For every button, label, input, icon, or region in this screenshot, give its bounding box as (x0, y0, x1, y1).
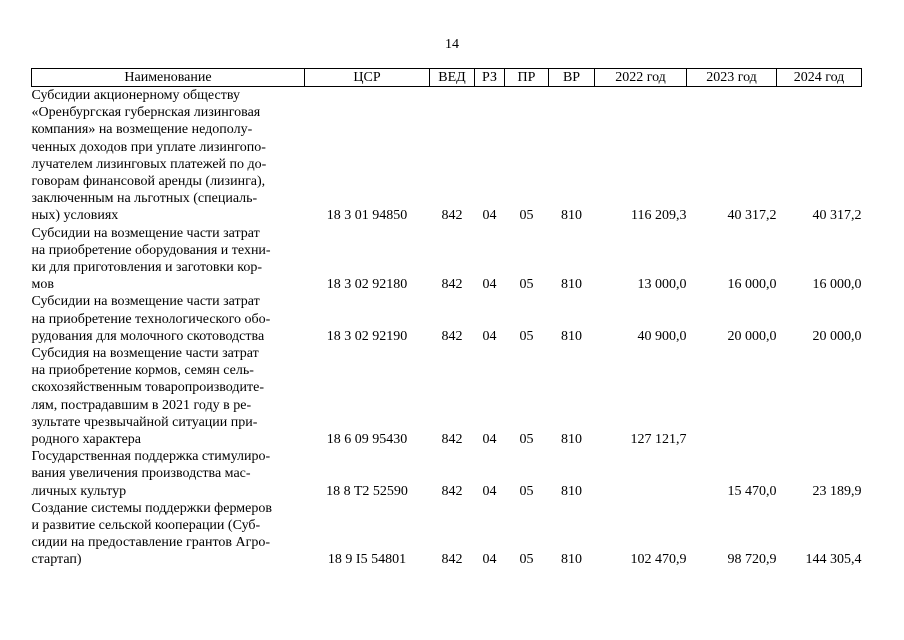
header-rz: РЗ (475, 69, 505, 87)
row-name-line: вания увеличения производства мас- (31, 466, 251, 482)
row-2024: 23 189,9 (812, 483, 862, 499)
row-name-line: родного характера (31, 432, 142, 448)
row-name-line: и развитие сельской кооперации (Суб- (31, 518, 261, 534)
row-name (32, 293, 305, 345)
row-name-line: заключенным на льготных (специаль- (31, 191, 258, 207)
row-name-line: скохозяйственным товаропроизводите- (31, 380, 265, 396)
table-header-row (32, 69, 862, 87)
row-2022: 13 000,0 (637, 277, 687, 293)
row-2022: 116 209,3 (631, 208, 687, 224)
row-name (32, 500, 305, 569)
row-2023: 98 720,9 (727, 552, 777, 568)
row-2024: 20 000,0 (812, 328, 862, 344)
row-name-line: сидии на предоставление грантов Агро- (31, 535, 271, 551)
row-ved: 842 (441, 328, 463, 344)
row-rz: 04 (482, 483, 497, 499)
header-vr: ВР (549, 69, 595, 87)
page-number: 14 (445, 37, 459, 52)
header-2024: 2024 год (777, 69, 862, 87)
row-ved: 842 (441, 483, 463, 499)
row-vr: 810 (561, 328, 582, 344)
row-rz: 04 (482, 208, 497, 224)
row-csr: 18 6 09 95430 (326, 432, 408, 448)
row-vr: 810 (561, 552, 582, 568)
row-pr: 05 (519, 432, 534, 448)
row-2023: 40 317,2 (727, 208, 777, 224)
row-name (32, 448, 305, 500)
table-row (32, 448, 862, 500)
header-ved: ВЕД (430, 69, 475, 87)
row-name-line: «Оренбургская губернская лизинговая (31, 105, 261, 121)
row-ved: 842 (441, 552, 463, 568)
row-2024: 144 305,4 (805, 552, 862, 568)
row-pr: 05 (519, 483, 534, 499)
row-name (32, 225, 305, 294)
row-name-line: лучателем лизинговых платежей по до- (31, 156, 267, 172)
header-name: Наименование (32, 69, 305, 87)
header-pr: ПР (505, 69, 549, 87)
table-row (32, 293, 862, 345)
header-2023: 2023 год (687, 69, 777, 87)
row-name-line: говорам финансовой аренды (лизинга), (31, 174, 266, 190)
budget-table (31, 68, 862, 569)
row-2022 (595, 448, 687, 500)
row-pr: 05 (519, 277, 534, 293)
row-name (32, 345, 305, 448)
row-pr: 05 (519, 552, 534, 568)
row-name (32, 87, 305, 225)
row-csr: 18 3 01 94850 (326, 208, 408, 224)
row-pr: 05 (519, 328, 534, 344)
row-name-line: стартап) (31, 552, 82, 568)
row-name-line: компания» на возмещение недополу- (31, 122, 253, 138)
row-2023: 20 000,0 (727, 328, 777, 344)
row-name-line: мов (31, 277, 54, 293)
row-2024 (777, 345, 862, 448)
row-name-line: на приобретение кормов, семян сель- (31, 363, 254, 379)
row-name-line: Создание системы поддержки фермеров (31, 500, 272, 516)
row-2022: 102 470,9 (630, 552, 687, 568)
row-name-line: Субсидия на возмещение части затрат (31, 346, 259, 362)
table-row (32, 345, 862, 448)
row-vr: 810 (561, 483, 582, 499)
row-name-line: личных культур (31, 483, 127, 499)
row-2023: 15 470,0 (727, 483, 777, 499)
table-row (32, 87, 862, 225)
row-name-line: зультате чрезвычайной ситуации при- (31, 414, 258, 430)
table-row (32, 500, 862, 569)
row-rz: 04 (482, 432, 497, 448)
row-2022: 40 900,0 (637, 328, 687, 344)
table-row (32, 225, 862, 294)
row-pr: 05 (519, 208, 534, 224)
row-ved: 842 (441, 432, 463, 448)
row-name-line: на приобретение технологического обо- (31, 311, 271, 327)
row-2023: 16 000,0 (727, 277, 777, 293)
row-name-line: рудования для молочного скотоводства (31, 328, 265, 344)
row-2022: 127 121,7 (630, 432, 687, 448)
row-vr: 810 (561, 208, 582, 224)
row-name-line: Субсидии на возмещение части затрат (31, 225, 260, 241)
row-name-line: лям, пострадавшим в 2021 году в ре- (31, 397, 252, 413)
row-csr: 18 3 02 92180 (326, 277, 408, 293)
row-rz: 04 (482, 328, 497, 344)
header-csr: ЦСР (305, 69, 430, 87)
row-name-line: ных) условиях (31, 208, 119, 224)
row-csr: 18 9 I5 54801 (327, 552, 407, 568)
row-name-line: ченных доходов при уплате лизингопо- (31, 139, 266, 155)
row-2024: 16 000,0 (812, 277, 862, 293)
row-name-line: Субсидии акционерному обществу (31, 88, 240, 103)
row-name-line: Субсидии на возмещение части затрат (31, 294, 260, 310)
row-ved: 842 (441, 208, 463, 224)
row-name-line: Государственная поддержка стимулиро- (31, 449, 271, 465)
row-csr: 18 8 T2 52590 (326, 483, 408, 499)
row-rz: 04 (482, 277, 497, 293)
row-vr: 810 (561, 277, 582, 293)
row-2024: 40 317,2 (812, 208, 862, 224)
row-csr: 18 3 02 92190 (326, 328, 408, 344)
row-ved: 842 (441, 277, 463, 293)
row-vr: 810 (561, 432, 582, 448)
row-rz: 04 (482, 552, 497, 568)
row-name-line: ки для приготовления и заготовки кор- (31, 260, 263, 276)
header-2022: 2022 год (595, 69, 687, 87)
row-name-line: на приобретение оборудования и техни- (31, 242, 271, 258)
row-2023 (687, 345, 777, 448)
